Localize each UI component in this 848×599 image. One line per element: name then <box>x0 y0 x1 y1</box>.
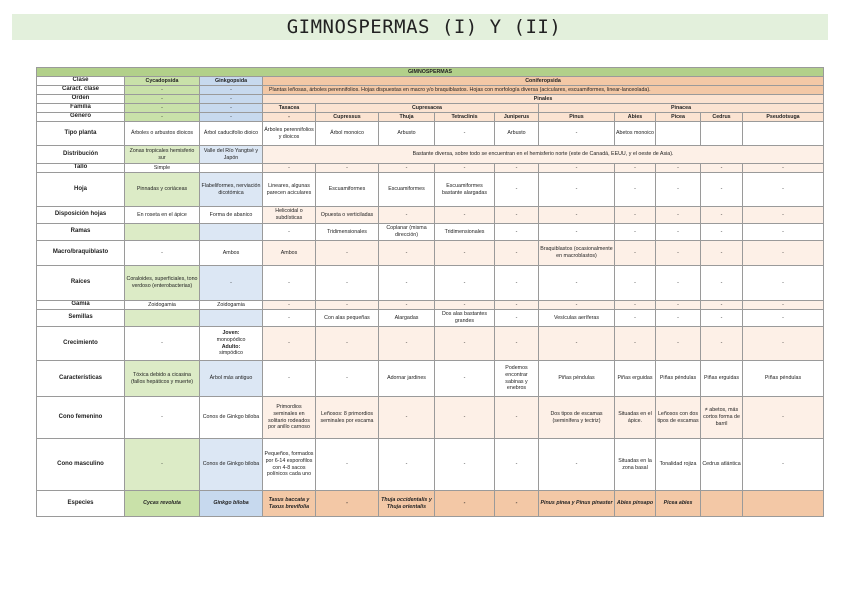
genero-cell: - <box>263 113 316 122</box>
especies-cell <box>701 491 743 517</box>
semillas-cell: - <box>495 310 539 327</box>
gymnosperm-table <box>36 67 824 517</box>
macro-cell: - <box>701 241 743 266</box>
crecimiento-adulto-value: simpódico <box>219 350 243 357</box>
femenino-cell: - <box>435 397 495 439</box>
row-label-especies: Especies <box>37 491 125 517</box>
masculino-c1: - <box>125 439 200 491</box>
tallo-cell: - <box>701 164 743 173</box>
crecimiento-cell: - <box>743 327 824 361</box>
crecimiento-c2 <box>200 327 263 361</box>
tallo-cell: - <box>743 164 824 173</box>
ramas-c2 <box>200 224 263 241</box>
semillas-cell: - <box>656 310 701 327</box>
semillas-cell: Con alas pequeñas <box>316 310 379 327</box>
row-label-hoja: Hoja <box>37 173 125 207</box>
hoja-cell: - <box>743 173 824 207</box>
tallo-cell: - <box>316 164 379 173</box>
tipo-cell: Abetos monoico <box>615 122 656 146</box>
masculino-cell: - <box>316 439 379 491</box>
gamia-c2: Zoidogamia <box>200 301 263 310</box>
macro-cell: - <box>379 241 435 266</box>
raices-cell: - <box>263 266 316 301</box>
macro-cell: - <box>743 241 824 266</box>
row-label-semillas: Semillas <box>37 310 125 327</box>
familia-pinacea: Pinacea <box>539 104 824 113</box>
especies-c2: Ginkgo biloba <box>200 491 263 517</box>
semillas-cell: Alargadas <box>379 310 435 327</box>
macro-cell: Ambos <box>263 241 316 266</box>
macro-c1: - <box>125 241 200 266</box>
hoja-cell: - <box>656 173 701 207</box>
hoja-cell: - <box>495 173 539 207</box>
disposicion-cell: - <box>743 207 824 224</box>
masculino-cell: - <box>495 439 539 491</box>
genero-cell: Tetraclinis <box>435 113 495 122</box>
row-label-familia: Familia <box>37 104 125 113</box>
masculino-cell: Cedrus atlántica <box>701 439 743 491</box>
disposicion-cell: - <box>379 207 435 224</box>
disposicion-cell: - <box>615 207 656 224</box>
row-label-distribucion: Distribución <box>37 146 125 164</box>
raices-cell: - <box>743 266 824 301</box>
femenino-cell: ≠ abetos, más cortos forma de barril <box>701 397 743 439</box>
masculino-cell: - <box>379 439 435 491</box>
caracteristicas-cell: Adornar jardines <box>379 361 435 397</box>
caracteristicas-cell: - <box>263 361 316 397</box>
caracteristicas-c1: Tóxica debido a cicasina (fallos hepáticos y muerte) <box>125 361 200 397</box>
especies-cell: - <box>435 491 495 517</box>
disposicion-cell: - <box>656 207 701 224</box>
tallo-cell: - <box>539 164 615 173</box>
tallo-c1: Simple <box>125 164 200 173</box>
masculino-cell: - <box>435 439 495 491</box>
familia-c2: - <box>200 104 263 113</box>
tallo-cell: - <box>263 164 316 173</box>
raices-cell: - <box>379 266 435 301</box>
disposicion-cell: - <box>539 207 615 224</box>
genero-cell: Pinus <box>539 113 615 122</box>
disposicion-cell: Helicoidal o subdísticas <box>263 207 316 224</box>
femenino-cell: Situadas en el ápice. <box>615 397 656 439</box>
caracteristicas-cell: Piñas péndulas <box>743 361 824 397</box>
disposicion-cell: - <box>435 207 495 224</box>
macro-cell: - <box>435 241 495 266</box>
familia-cupresacea: Cupresacea <box>316 104 539 113</box>
gamia-cell: - <box>539 301 615 310</box>
orden-c1: - <box>125 95 200 104</box>
semillas-c1 <box>125 310 200 327</box>
genero-cell: Picea <box>656 113 701 122</box>
hoja-cell: Escuamiformes <box>379 173 435 207</box>
masculino-cell: Tonalidad rojiza <box>656 439 701 491</box>
crecimiento-cell: - <box>263 327 316 361</box>
femenino-cell: - <box>495 397 539 439</box>
tipo-c2: Árbol caducifolio dioico <box>200 122 263 146</box>
row-label-raices: Raíces <box>37 266 125 301</box>
hoja-c1: Pinnadas y coriáceas <box>125 173 200 207</box>
ramas-c1 <box>125 224 200 241</box>
distribucion-coniferopsida: Bastante diversa, sobre todo se encuentran en el hemisferio norte (este de Canadá, EEUU, y el oeste de Asia). <box>263 146 824 164</box>
clase-cycadopsida: Cycadopsida <box>125 77 200 86</box>
tipo-cell: Árboles perennifolios y dioicos <box>263 122 316 146</box>
gamia-cell: - <box>316 301 379 310</box>
familia-taxacea: Taxacea <box>263 104 316 113</box>
tipo-cell: Arbusto <box>495 122 539 146</box>
femenino-cell: Leñosos: 8 primordios seminales por escama <box>316 397 379 439</box>
raices-cell: - <box>435 266 495 301</box>
gamia-cell: - <box>615 301 656 310</box>
ramas-cell: Tridimensionales <box>316 224 379 241</box>
row-label-tipo: Tipo planta <box>37 122 125 146</box>
crecimiento-cell: - <box>495 327 539 361</box>
gamia-cell: - <box>701 301 743 310</box>
ramas-cell: - <box>656 224 701 241</box>
genero-cell: Pseudotsuga <box>743 113 824 122</box>
disposicion-c2: Forma de abanico <box>200 207 263 224</box>
disposicion-cell: Opuesta o verticiladas <box>316 207 379 224</box>
raices-c2: - <box>200 266 263 301</box>
tipo-cell <box>656 122 701 146</box>
genero-cell: Abies <box>615 113 656 122</box>
tipo-cell: Arbusto <box>379 122 435 146</box>
especies-cell: Taxus baccata y Taxus brevifolia <box>263 491 316 517</box>
femenino-cell: - <box>743 397 824 439</box>
row-label-crecimiento: Crecimiento <box>37 327 125 361</box>
macro-cell: - <box>316 241 379 266</box>
raices-c1: Coraloides, superficiales, tono verdoso (enterobacterias) <box>125 266 200 301</box>
genero-cell: Thuja <box>379 113 435 122</box>
tipo-cell: - <box>435 122 495 146</box>
ramas-cell: - <box>743 224 824 241</box>
hoja-cell: - <box>539 173 615 207</box>
crecimiento-cell: - <box>316 327 379 361</box>
femenino-cell: - <box>379 397 435 439</box>
row-label-ramas: Ramas <box>37 224 125 241</box>
tallo-cell: - <box>495 164 539 173</box>
orden-c2: - <box>200 95 263 104</box>
crecimiento-cell: - <box>701 327 743 361</box>
ramas-cell: Tridimensionales <box>435 224 495 241</box>
raices-cell: - <box>316 266 379 301</box>
ramas-cell: - <box>263 224 316 241</box>
crecimiento-cell: - <box>615 327 656 361</box>
masculino-c2: Conos de Ginkgo biloba <box>200 439 263 491</box>
genero-c1: - <box>125 113 200 122</box>
caracteristicas-cell: Piñas péndulas <box>539 361 615 397</box>
femenino-c2: Conos de Ginkgo biloba <box>200 397 263 439</box>
ramas-cell: - <box>539 224 615 241</box>
masculino-cell: - <box>743 439 824 491</box>
row-label-caract: Caract. clase <box>37 86 125 95</box>
semillas-cell: - <box>615 310 656 327</box>
raices-cell: - <box>701 266 743 301</box>
femenino-cell: Dos tipos de escamas (seminífera y tectriz) <box>539 397 615 439</box>
caract-c2: - <box>200 86 263 95</box>
caracteristicas-cell: Podemos encontrar sabinas y enebros <box>495 361 539 397</box>
page-title: GIMNOSPERMAS (I) Y (II) <box>286 16 562 38</box>
macro-cell: Braquiblastos (ocasionalmente en macroblastos) <box>539 241 615 266</box>
caracteristicas-cell: - <box>435 361 495 397</box>
hoja-c2: Flabeliformes, nerviación dicotómica <box>200 173 263 207</box>
caract-coniferopsida: Plantas leñosas, árboles perennifolios. Hojas dispuestas en macro y/o braquiblastos. Hojas con morfología diversa (aciculares, escuamiformes, linear-lanceolada). <box>263 86 824 95</box>
distribucion-c1: Zonas tropicales hemisferio sur <box>125 146 200 164</box>
gamia-cell: - <box>495 301 539 310</box>
gamia-cell: - <box>656 301 701 310</box>
semillas-cell: - <box>263 310 316 327</box>
femenino-c1: - <box>125 397 200 439</box>
clase-coniferopsida: Coniferopsida <box>263 77 824 86</box>
row-label-masculino: Cono masculino <box>37 439 125 491</box>
crecimiento-cell: - <box>435 327 495 361</box>
tallo-c2 <box>200 164 263 173</box>
row-label-macro: Macro/braquiblasto <box>37 241 125 266</box>
ramas-cell: - <box>495 224 539 241</box>
caracteristicas-c2: Árbol más antiguo <box>200 361 263 397</box>
especies-cell: - <box>316 491 379 517</box>
gamia-cell: - <box>435 301 495 310</box>
especies-c1: Cycas revoluta <box>125 491 200 517</box>
femenino-cell: Primordios seminales en solitario rodeados por anillo carnoso <box>263 397 316 439</box>
hoja-cell: Lineares, algunas parecen aciculares <box>263 173 316 207</box>
tallo-cell: - <box>615 164 656 173</box>
row-label-gamia: Gamia <box>37 301 125 310</box>
caracteristicas-cell: - <box>316 361 379 397</box>
masculino-cell: - <box>539 439 615 491</box>
disposicion-c1: En roseta en el ápice <box>125 207 200 224</box>
row-label-orden: Orden <box>37 95 125 104</box>
semillas-cell: Vesículas aeríferas <box>539 310 615 327</box>
caract-c1: - <box>125 86 200 95</box>
gamia-cell: - <box>379 301 435 310</box>
semillas-cell: Dos alas bastantes grandes <box>435 310 495 327</box>
disposicion-cell: - <box>495 207 539 224</box>
table-banner: GIMNOSPERMAS <box>37 68 824 77</box>
crecimiento-cell: - <box>379 327 435 361</box>
raices-cell: - <box>495 266 539 301</box>
tallo-cell: - <box>379 164 435 173</box>
especies-cell: Abies pinsapo <box>615 491 656 517</box>
distribucion-c2: Valle del Río Yangtsé y Japón <box>200 146 263 164</box>
crecimiento-c1: - <box>125 327 200 361</box>
macro-cell: - <box>615 241 656 266</box>
crecimiento-cell: - <box>656 327 701 361</box>
macro-cell: - <box>656 241 701 266</box>
semillas-cell: - <box>701 310 743 327</box>
tipo-cell: Árbol monoico <box>316 122 379 146</box>
caracteristicas-cell: Piñas erguidas <box>615 361 656 397</box>
especies-cell: Thuja occidentalis y Thuja orientalis <box>379 491 435 517</box>
gamia-cell: - <box>743 301 824 310</box>
ramas-cell: Coplanar (misma dirección) <box>379 224 435 241</box>
row-label-caracteristicas: Características <box>37 361 125 397</box>
gamia-cell: - <box>263 301 316 310</box>
crecimiento-adulto-label: Adulto: <box>221 343 241 350</box>
tallo-cell: - <box>656 164 701 173</box>
tipo-cell <box>743 122 824 146</box>
macro-cell: - <box>495 241 539 266</box>
masculino-cell: Pequeños, formados por 6-14 esporofilos con 4-8 sacos polínicos cada uno <box>263 439 316 491</box>
macro-c2: Ambos <box>200 241 263 266</box>
hoja-cell: Escuamiformes <box>316 173 379 207</box>
crecimiento-joven-value: monopódico <box>216 336 246 343</box>
hoja-cell: Escuamiformes bastante alargadas <box>435 173 495 207</box>
orden-pinales: Pinales <box>263 95 824 104</box>
raices-cell: - <box>656 266 701 301</box>
genero-c2: - <box>200 113 263 122</box>
clase-ginkgopsida: Ginkgopsida <box>200 77 263 86</box>
row-label-tallo: Tallo <box>37 164 125 173</box>
ramas-cell: - <box>615 224 656 241</box>
row-label-disposicion: Disposición hojas <box>37 207 125 224</box>
masculino-cell: Situadas en la zona basal <box>615 439 656 491</box>
genero-cell: Cedrus <box>701 113 743 122</box>
tipo-c1: Árboles o arbustos dioicos <box>125 122 200 146</box>
genero-cell: Juniperus <box>495 113 539 122</box>
raices-cell: - <box>615 266 656 301</box>
tipo-cell <box>701 122 743 146</box>
caracteristicas-cell: Piñas péndulas <box>656 361 701 397</box>
row-label-clase: Clase <box>37 77 125 86</box>
femenino-cell: Leñosos con dos tipos de escamas <box>656 397 701 439</box>
semillas-c2 <box>200 310 263 327</box>
gamia-c1: Zoidogamia <box>125 301 200 310</box>
especies-cell: Pinus pinea y Pinus pinaster <box>539 491 615 517</box>
hoja-cell: - <box>701 173 743 207</box>
especies-cell: Picea abies <box>656 491 701 517</box>
disposicion-cell: - <box>701 207 743 224</box>
ramas-cell: - <box>701 224 743 241</box>
especies-cell <box>743 491 824 517</box>
semillas-cell: - <box>743 310 824 327</box>
hoja-cell: - <box>615 173 656 207</box>
genero-cell: Cupressus <box>316 113 379 122</box>
caracteristicas-cell: Piñas erguidas <box>701 361 743 397</box>
tipo-cell: - <box>539 122 615 146</box>
raices-cell: - <box>539 266 615 301</box>
row-label-femenino: Cono femenino <box>37 397 125 439</box>
crecimiento-joven-label: Joven: <box>222 329 240 336</box>
especies-cell: - <box>495 491 539 517</box>
row-label-genero: Género <box>37 113 125 122</box>
crecimiento-cell: - <box>539 327 615 361</box>
familia-c1: - <box>125 104 200 113</box>
tallo-cell: - <box>435 164 495 173</box>
